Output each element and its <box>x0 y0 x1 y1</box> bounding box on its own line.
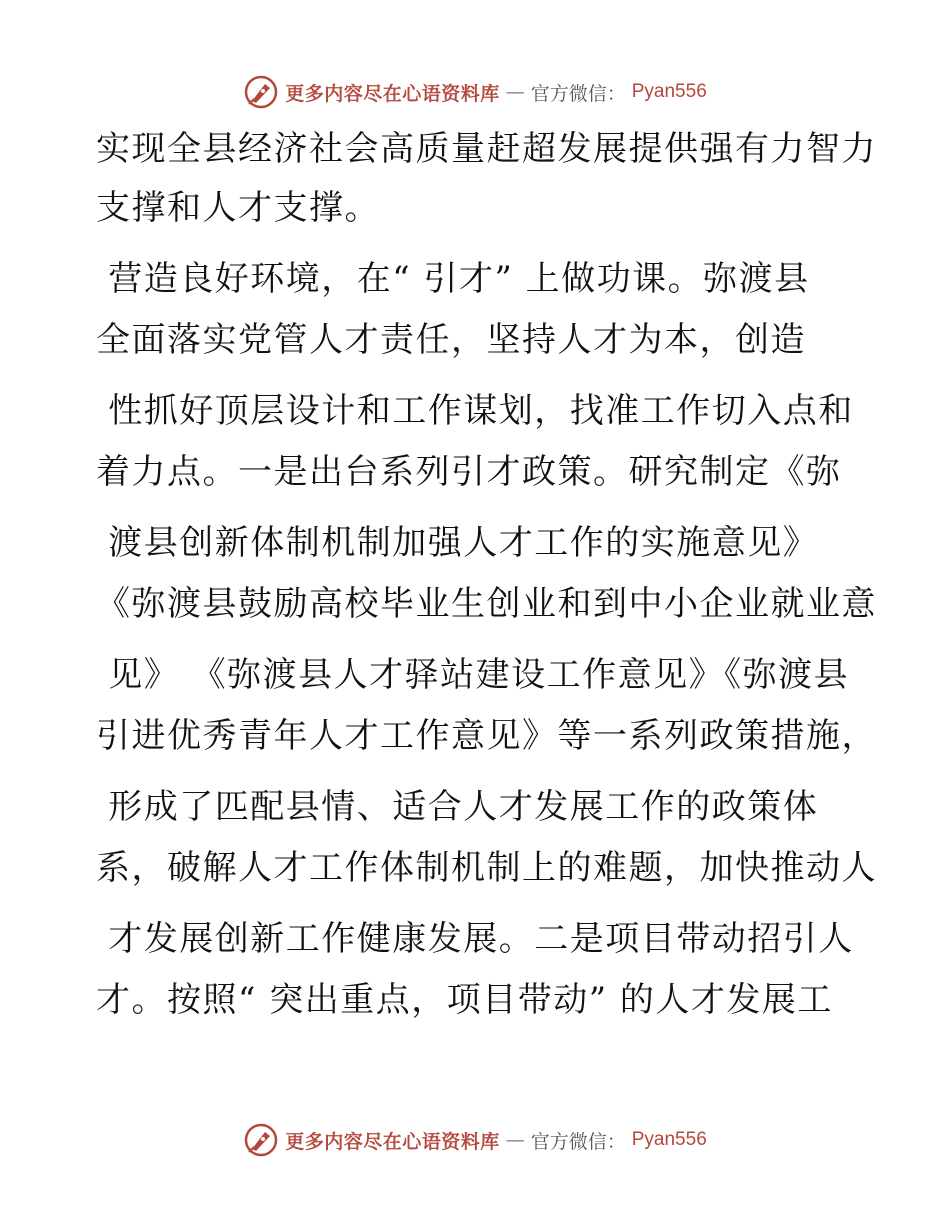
body-line: 全面落实党管人才责任，坚持人才为本，创造 <box>96 320 806 360</box>
watermark-label: 官方微信： <box>530 82 626 105</box>
watermark-dash: — <box>505 1129 525 1151</box>
watermark-wechat-id: Pyan556 <box>631 1129 707 1150</box>
body-line: 着力点。一是出台系列引才政策。研究制定《弥 <box>96 452 842 492</box>
watermark-wechat-id: Pyan556 <box>631 81 707 102</box>
body-line: 实现全县经济社会高质量赶超发展提供强有力智力 <box>96 129 877 169</box>
body-line: 见》 《弥渡县人才驿站建设工作意见》《弥渡县 <box>96 655 850 695</box>
body-line: 性抓好顶层设计和工作谋划，找准工作切入点和 <box>96 391 854 431</box>
footer-watermark <box>0 1120 950 1160</box>
watermark-dash: — <box>505 81 525 103</box>
body-line: 《弥渡县鼓励高校毕业生创业和到中小企业就业意 <box>96 584 877 624</box>
body-line: 系，破解人才工作体制机制上的难题，加快推动人 <box>96 848 877 888</box>
pen-nib-seal-icon <box>243 1122 279 1158</box>
body-line: 支撑和人才支撑。 <box>96 188 380 228</box>
body-line: 营造良好环境，在“ 引才” 上做功课。弥渡县 <box>96 259 810 299</box>
body-line: 形成了匹配县情、适合人才发展工作的政策体 <box>96 787 819 827</box>
pen-nib-seal-icon <box>243 74 279 110</box>
watermark-brand-text: 更多内容尽在心语资料库 <box>285 1130 500 1153</box>
header-watermark <box>0 72 950 112</box>
body-line: 引进优秀青年人才工作意见》等一系列政策措施， <box>96 716 877 756</box>
watermark-label: 官方微信： <box>530 1130 626 1153</box>
body-line: 才发展创新工作健康发展。二是项目带动招引人 <box>96 919 854 959</box>
body-line: 才。按照“ 突出重点，项目带动” 的人才发展工 <box>96 980 833 1020</box>
body-line: 渡县创新体制机制加强人才工作的实施意见》 <box>96 523 819 563</box>
watermark-brand-text: 更多内容尽在心语资料库 <box>285 82 500 105</box>
